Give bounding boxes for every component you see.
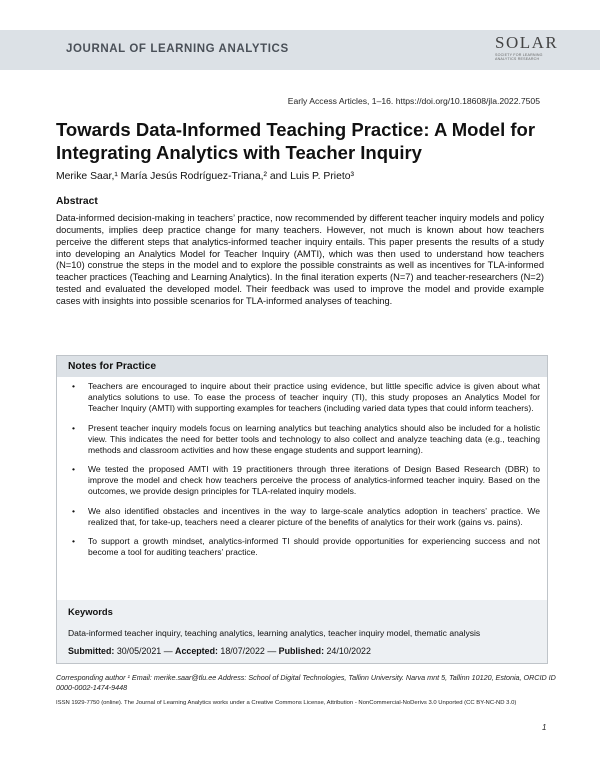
note-text: Teachers are encouraged to inquire about their practice using evidence, but little specific advice is given about what analytics solutions to use. To ease the process of teacher inquiry (TI), this study proposes an Analytics Model for Teacher Inquiry (AMTI) with supporting examples for teachers (including varied data types that could inform teachers). (88, 381, 540, 413)
paper-title: Towards Data-Informed Teaching Practice: A Model for Integrating Analytics with Teacher Inquiry (56, 119, 536, 163)
submitted-label: Submitted: (68, 646, 115, 656)
notes-heading: Notes for Practice (68, 361, 157, 372)
date-separator: — (163, 646, 173, 656)
logo-text: SOLAR (495, 33, 559, 52)
publication-dates (68, 646, 371, 656)
journal-name: JOURNAL OF LEARNING ANALYTICS (66, 43, 289, 55)
notes-list (72, 381, 540, 567)
note-text: We also identified obstacles and incentives in the way to large-scale analytics adoption in teachers’ practice. We realized that, for take-up, teachers need a clearer picture of the benefits of analytics for their work (gains vs. pains). (88, 505, 540, 527)
note-text: We tested the proposed AMTI with 19 practitioners through three iterations of Design Based Research (DBR) to improve the model and check how teachers perceive the process of analytics-informed teacher inquiry. Based on the outcomes, we provide design principles for TLA-related inquiry models. (88, 464, 540, 496)
issn-license: ISSN 1929-7750 (online). The Journal of Learning Analytics works under a Creative Commons License, Attribution - NonCommercial-NoDerivs 3.0 Unported (CC BY-NC-ND 3.0) (56, 700, 517, 706)
note-text: To support a growth mindset, analytics-informed TI should provide opportunities for experiencing success and not become a tool for auditing teachers’ practice. (88, 536, 540, 557)
abstract-text: Data-informed decision-making in teachers’ practice, now recommended by different teacher inquiry models and policy documents, implies deep practice change for many teachers. However, not much is known about how teachers perceive the different steps that analytics-informed teacher inquiry entails. This paper presents the results of a study into developing an Analytics Model for Teacher Inquiry (AMTI), which was then used to understand how teachers (N=10) construe the steps in the model and to explore the possible constraints as well as incentives for TLA-informed teacher practices (Teaching and Learning Analytics). In the final iteration experts (N=7) and teacher-researchers (N=2) tested and evaluated the developed model. Their feedback was used to improve the model and provide example cases with insights into possible scenarios for TLA-informed analyses of teaching. (56, 213, 544, 306)
published-label: Published: (278, 646, 325, 656)
note-text: Present teacher inquiry models focus on learning analytics but teaching analytics should also be included for a holistic view. This indicates the need for better tools and technology to also collect and analyze teaching data (e.g., teaching methods and classroom activities and how these engage students and support learning). (88, 422, 540, 455)
published-date: 24/10/2022 (326, 646, 371, 656)
bullet-icon: • (72, 464, 75, 474)
logo-subtitle: SOCIETY FOR LEARNING ANALYTICS RESEARCH (495, 53, 543, 61)
bullet-icon: • (72, 381, 75, 391)
notes-list-item (72, 422, 540, 456)
submitted-date: 30/05/2021 (116, 646, 162, 656)
abstract-heading: Abstract (56, 196, 98, 207)
notes-list-item (72, 381, 540, 414)
solar-logo (495, 33, 559, 67)
bullet-icon: • (72, 505, 75, 516)
bullet-icon: • (72, 536, 75, 546)
notes-list-item (72, 464, 540, 497)
bullet-icon: • (72, 422, 75, 433)
author-list: Merike Saar,¹ María Jesús Rodríguez-Triana,² and Luis P. Prieto³ (56, 171, 354, 182)
notes-list-item (72, 536, 540, 558)
corresponding-author: Corresponding author ¹ Email: merike.saar@tlu.ee Address: School of Digital Technologies, Tallinn University. Narva mnt 5, Tallinn 10120, Estonia, ORCID ID 0000-0002-1474-9448 (56, 673, 556, 692)
page-number: 1 (542, 723, 547, 732)
keywords-heading: Keywords (68, 606, 113, 617)
accepted-label: Accepted: (175, 646, 218, 656)
notes-list-item (72, 505, 540, 528)
accepted-date: 18/07/2022 (220, 646, 265, 656)
keywords-text: Data-informed teacher inquiry, teaching analytics, learning analytics, teacher inquiry model, thematic analysis (68, 628, 481, 638)
date-separator: — (267, 646, 277, 656)
article-citation: Early Access Articles, 1–16. https://doi.org/10.18608/jla.2022.7505 (287, 96, 540, 106)
